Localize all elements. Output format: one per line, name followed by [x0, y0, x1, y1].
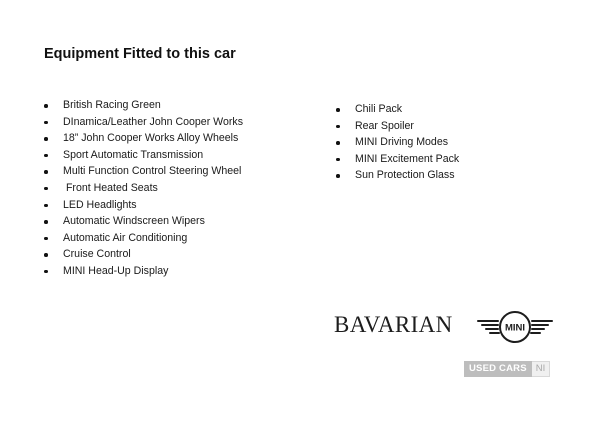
list-item: Automatic Air Conditioning [43, 230, 243, 247]
list-item: MINI Driving Modes [335, 134, 459, 151]
used-cars-badge [464, 361, 550, 377]
list-item: Multi Function Control Steering Wheel [43, 163, 243, 180]
equipment-list-left [43, 97, 243, 280]
list-item: Sun Protection Glass [335, 167, 459, 184]
list-item: Cruise Control [43, 246, 243, 263]
mini-logo-text: MINI [504, 322, 526, 334]
dealer-name: BAVARIAN [334, 312, 453, 337]
region-label: NI [532, 361, 551, 377]
mini-logo-icon [476, 309, 554, 345]
list-item: DInamica/Leather John Cooper Works [43, 114, 243, 131]
list-item: Sport Automatic Transmission [43, 147, 243, 164]
list-item: MINI Head-Up Display [43, 263, 243, 280]
used-cars-label: USED CARS [464, 361, 532, 377]
list-item: Rear Spoiler [335, 118, 459, 135]
list-item: Automatic Windscreen Wipers [43, 213, 243, 230]
list-item: Chili Pack [335, 101, 459, 118]
list-item: MINI Excitement Pack [335, 151, 459, 168]
page-title: Equipment Fitted to this car [44, 46, 236, 62]
equipment-list-right [335, 101, 459, 184]
list-item: Front Heated Seats [43, 180, 243, 197]
list-item: LED Headlights [43, 197, 243, 214]
list-item: 18” John Cooper Works Alloy Wheels [43, 130, 243, 147]
list-item: British Racing Green [43, 97, 243, 114]
